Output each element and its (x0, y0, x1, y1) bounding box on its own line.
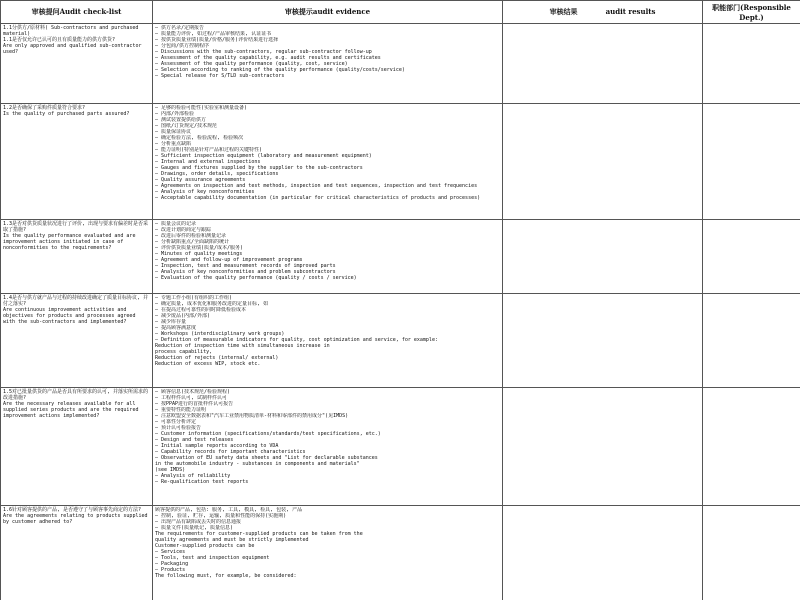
evidence-line: — 专题工作小组(有组织的工作组) (155, 295, 233, 301)
audit-result-cell[interactable] (503, 104, 703, 220)
audit-result-cell[interactable] (503, 388, 703, 506)
checklist-question: 1.6针对顾客提供的产品, 是否遵守了与顾客事先商定的方法? Are the agreements relating to products supplied by customer adhered to? (1, 506, 153, 600)
evidence-line: — Capability records for important characteristics (155, 449, 306, 455)
responsible-dept-cell[interactable] (703, 294, 800, 388)
evidence-line: — 按供货质量业绩(质量/价格/服务)评价结果进行选择 (155, 37, 279, 43)
evidence-line: — 质量会议的记录 (155, 221, 197, 227)
evidence-line: — Sufficient inspection equipment (laboratory and measurement equipment) (155, 153, 372, 159)
evidence-line: (see IMDS) (155, 467, 186, 473)
evidence-line: — Agreement and follow-up of improvement programs (155, 257, 303, 263)
evidence-line: — 控制, 验证, 贮存, 运输, 质量和性能的保持(实施期) (155, 513, 287, 519)
evidence-line: — Assessment of the quality capability, e.g. audit results and certificates (155, 55, 381, 61)
table-row (1, 104, 800, 220)
checklist-question: 1.5对已批量供货的产品是否具有所要求的认可, 并落实所需求的改进措施? Are the necessary releases available for all supplied series products and are the required improvement actions implemented? (1, 388, 153, 506)
evidence-line: — 顾客信息(技术规范/检验规程) (155, 389, 231, 395)
evidence-line: — 改进后零件的检验和测量记录 (155, 233, 227, 239)
evidence-line: — Minutes of quality meetings (155, 251, 243, 257)
evidence-line: quality agreements and must be strictly implemented (155, 537, 309, 543)
evidence-line: — 供方名录/定期报告 (155, 25, 205, 31)
checklist-question: 1.2是否确保了采购件质量符合要求? Is the quality of purchased parts assured? (1, 104, 153, 220)
evidence-cell (153, 220, 503, 294)
evidence-line: process capability, (155, 349, 213, 355)
evidence-line: Customer-supplied products can be (155, 543, 255, 549)
evidence-line: — Design and test releases (155, 437, 234, 443)
header-results-cn: 审核结果 (549, 7, 578, 16)
evidence-line: — 质量文件(质量纸记, 质量信息) (155, 525, 234, 531)
header-checklist: 审核提问Audit check-list (1, 1, 153, 24)
evidence-line: — 内部/外部检验 (155, 111, 195, 117)
evidence-line: 顾客提供的产品, 包括: 服务, 工具, 模具, 检具, 包装, 产品 (155, 507, 303, 513)
evidence-line: — 按PPAP进行的首批样件认可报告 (155, 401, 234, 407)
checklist-question: 1.1分供方/原材料( Sub-contractors and purchased material) 1.1是否仅允许已认可的且有质量能力的供方供货? Are only approved and qualified sub-contractor used? (1, 24, 153, 104)
header-dept: 职能部门(Responsible Dept.) (703, 1, 800, 24)
evidence-line: Reduction of excess WIP, stock etc. (155, 361, 261, 367)
evidence-line: — Inspection, test and measurement records of improved parts (155, 263, 336, 269)
evidence-line: — Products (155, 567, 186, 573)
evidence-line: — 确定检验方法, 检验流程, 检验频次 (155, 135, 244, 141)
evidence-line: — Analysis of key nonconformities and problem subcontractors (155, 269, 336, 275)
evidence-line: — Assessment of the quality performance (quality, cost, service) (155, 61, 348, 67)
header-results-en: audit results (605, 7, 656, 16)
evidence-line: — Observation of EU safety data sheets and "List for declarable substances (155, 455, 378, 461)
evidence-line: The following must, for example, be considered: (155, 573, 297, 579)
responsible-dept-cell[interactable] (703, 506, 800, 600)
audit-result-cell[interactable] (503, 294, 703, 388)
evidence-line: — 改进计划的商定与跟踪 (155, 227, 212, 233)
evidence-line: — 测试装置提供给供方 (155, 117, 207, 123)
responsible-dept-cell[interactable] (703, 24, 800, 104)
evidence-line: — Initial sample reports according to VDA (155, 443, 279, 449)
header-row (1, 1, 800, 24)
evidence-line: — Acceptable capability documentation (in particular for critical characteristics of products and processes) (155, 195, 481, 201)
evidence-line: — 图纸/订货规定/技术规范 (155, 123, 218, 129)
evidence-line: — 分析缺陷重点/全面缺陷的统计 (155, 239, 230, 245)
table-row (1, 220, 800, 294)
evidence-line: Reduction of rejects (internal/ external) (155, 355, 279, 361)
table-row (1, 506, 800, 600)
evidence-line: — 减少废品(内部/外部) (155, 313, 211, 319)
table-body (1, 24, 800, 600)
evidence-line: — Internal and external inspections (155, 159, 261, 165)
responsible-dept-cell[interactable] (703, 104, 800, 220)
evidence-line: — Quality assurance agreements (155, 177, 246, 183)
evidence-cell (153, 104, 503, 220)
evidence-line: — Tools, test and inspection equipment (155, 555, 270, 561)
evidence-line: Reduction of inspection time with simultaneous increase in (155, 343, 330, 349)
evidence-line: — 提高顾客满意度 (155, 325, 197, 331)
evidence-line: — 出现产品有缺陷或丢失时的信息通报 (155, 519, 242, 525)
evidence-line: — Workshops (interdisciplinary work groups) (155, 331, 285, 337)
audit-result-cell[interactable] (503, 506, 703, 600)
evidence-line: — 重要特性的能力证明 (155, 407, 207, 413)
evidence-line: — Gauges and fixtures supplied by the supplier to the sub-contractors (155, 165, 363, 171)
audit-result-cell[interactable] (503, 24, 703, 104)
evidence-line: — 质量能力评价, 如过程/产品审核结果, 认证证书 (155, 31, 272, 37)
evidence-line: — Drawings, order details, specifications (155, 171, 279, 177)
evidence-line: — 工程样件认可, 试制样件认可 (155, 395, 228, 401)
evidence-line: — 评价供货质量业绩(质量/成本/服务) (155, 245, 244, 251)
audit-result-cell[interactable] (503, 220, 703, 294)
evidence-line: — 预计认可检验报告 (155, 425, 202, 431)
evidence-line: — Analysis of reliability (155, 473, 231, 479)
evidence-cell (153, 388, 503, 506)
header-results (503, 1, 703, 24)
evidence-line: — 能力证明(特别是针对产品和过程的关键特性) (155, 147, 263, 153)
evidence-line: — Definition of measurable indicators for quality, cost optimization and service, for example: (155, 337, 438, 343)
evidence-line: — 可靠性分析评定 (155, 419, 197, 425)
evidence-line: — Customer information (specifications/standards/test specifications, etc.) (155, 431, 381, 437)
evidence-line: — Selection according to ranking of the quality performance (quality/costs/service) (155, 67, 405, 73)
evidence-line: — 足够的检验可能性(实验室和测量设备) (155, 105, 248, 111)
evidence-cell (153, 294, 503, 388)
evidence-line: — 确定质量, 成本优化和服务改进的定量目标, 如 (155, 301, 269, 307)
evidence-line: — Re-qualification test reports (155, 479, 249, 485)
evidence-line: — Evaluation of the quality performance (quality / costs / service) (155, 275, 357, 281)
checklist-question: 1.3是否对供货质量状况进行了评价, 出现与要求有偏差时是否采取了措施? Is the quality performance evaluated and are improvement actions initiated in case of nonconformities to the requirements? (1, 220, 153, 294)
evidence-line: — 减少库存量 (155, 319, 187, 325)
evidence-line: in the automobile industry - substances in components and materials" (155, 461, 360, 467)
evidence-cell (153, 506, 503, 600)
table-row (1, 24, 800, 104)
evidence-line: — 注意欧盟安全数据表和"汽车工业禁用物质清单-材料和零部件的禁用成分"(见IMDS) (155, 413, 349, 419)
table-row (1, 388, 800, 506)
evidence-line: — Discussions with the sub-contractors, regular sub-contractor follow-up (155, 49, 372, 55)
evidence-line: — Services (155, 549, 186, 555)
evidence-line: — Agreements on inspection and test methods, inspection and test sequences, inspection and test frequencies (155, 183, 478, 189)
responsible-dept-cell[interactable] (703, 388, 800, 506)
evidence-line: — 分包商/供方控制程序 (155, 43, 210, 49)
evidence-line: — 质量保证协议 (155, 129, 192, 135)
checklist-question: 1.4是否与供方就产品与过程的持续改进确定了质量目标协议, 并付之落实? Are continuous improvement activities and objectives for products and processes agreed with the sub-contractors and implemented? (1, 294, 153, 388)
evidence-cell (153, 24, 503, 104)
evidence-line: — Special release for S/TLD sub-contractors (155, 73, 285, 79)
table-row (1, 294, 800, 388)
evidence-line: — 分析重点缺陷 (155, 141, 192, 147)
evidence-line: — 在提高过程可靠性的同时降低检验成本 (155, 307, 247, 313)
evidence-line: — Analysis of key nonconformities (155, 189, 255, 195)
evidence-line: — Packaging (155, 561, 189, 567)
responsible-dept-cell[interactable] (703, 220, 800, 294)
header-evidence: 审核提示audit evidence (153, 1, 503, 24)
evidence-line: The requirements for customer-supplied products can be taken from the (155, 531, 363, 537)
